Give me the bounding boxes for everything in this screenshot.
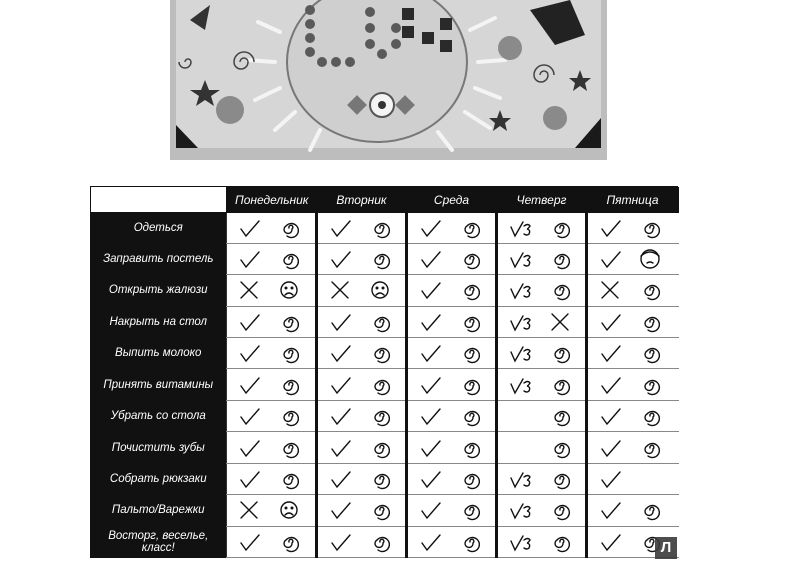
- task-label: Восторг, веселье, класс!: [91, 526, 227, 557]
- cell-marks: [408, 371, 496, 399]
- task-row: [91, 495, 679, 526]
- check-mark: [422, 346, 440, 361]
- cell-marks: [227, 434, 315, 462]
- check-mark: [241, 315, 259, 330]
- spiral-mark: [375, 223, 389, 237]
- task-row: [91, 275, 679, 306]
- spiral-mark: [645, 349, 659, 363]
- spiral-mark: [555, 537, 569, 551]
- cell-marks: [408, 214, 496, 242]
- spiral-mark: [375, 255, 389, 269]
- cross-mark: [552, 314, 568, 330]
- mark-cell: [227, 338, 317, 369]
- mark-cell: [587, 213, 679, 244]
- cell-marks: [498, 339, 586, 367]
- spiral-mark: [284, 317, 298, 331]
- cell-marks: [498, 496, 586, 524]
- task-row: [91, 463, 679, 494]
- mark-cell: [587, 400, 679, 431]
- cell-marks: [227, 214, 315, 242]
- spiral-mark: [375, 443, 389, 457]
- cell-marks: [318, 528, 406, 556]
- check-mark: [241, 221, 259, 236]
- check-mark: [332, 346, 350, 361]
- cell-marks: [318, 308, 406, 336]
- task-label: Убрать со стола: [91, 400, 227, 431]
- task-row: [91, 526, 679, 557]
- spiral-mark: [555, 349, 569, 363]
- mark-cell: [497, 275, 587, 306]
- check-mark: [332, 503, 350, 518]
- sad-mark: [281, 282, 297, 298]
- cell-marks: [408, 465, 496, 493]
- cell-marks: [408, 276, 496, 304]
- check3-mark: [511, 473, 530, 487]
- cell-marks: [498, 214, 586, 242]
- cell-marks: [408, 339, 496, 367]
- mark-cell: [587, 243, 679, 274]
- check3-mark: [511, 504, 530, 518]
- day-header-row: [91, 187, 679, 213]
- sad-mark: [372, 282, 388, 298]
- check-mark: [422, 378, 440, 393]
- corner-cell: [91, 187, 227, 213]
- check-mark: [602, 409, 620, 424]
- task-label: Выпить молоко: [91, 338, 227, 369]
- check-mark: [241, 378, 259, 393]
- cell-marks: [227, 308, 315, 336]
- mark-cell: [407, 243, 497, 274]
- mark-cell: [407, 306, 497, 337]
- mark-cell: [497, 369, 587, 400]
- check-mark: [602, 472, 620, 487]
- spiral-mark: [284, 255, 298, 269]
- spiral-mark: [645, 317, 659, 331]
- cell-marks: [498, 308, 586, 336]
- cell-marks: [498, 245, 586, 273]
- cell-marks: [498, 402, 586, 430]
- spiral-mark: [284, 349, 298, 363]
- mark-cell: [227, 243, 317, 274]
- check-mark: [602, 221, 620, 236]
- check-mark: [422, 409, 440, 424]
- cell-marks: [318, 276, 406, 304]
- check-mark: [241, 409, 259, 424]
- check3-mark: [511, 316, 530, 330]
- cell-marks: [227, 465, 315, 493]
- check-mark: [602, 503, 620, 518]
- mark-cell: [407, 275, 497, 306]
- cell-marks: [227, 496, 315, 524]
- check-mark: [422, 283, 440, 298]
- mark-cell: [587, 338, 679, 369]
- watermark-logo: Л: [655, 537, 677, 559]
- cell-marks: [318, 402, 406, 430]
- cell-marks: [408, 402, 496, 430]
- mark-cell: [317, 432, 407, 463]
- spiral-mark: [284, 380, 298, 394]
- check3-mark: [511, 222, 530, 236]
- spiral-mark: [284, 474, 298, 488]
- mark-cell: [317, 369, 407, 400]
- task-label: Почистить зубы: [91, 432, 227, 463]
- cell-marks: [408, 308, 496, 336]
- spiral-mark: [465, 349, 479, 363]
- mark-cell: [317, 463, 407, 494]
- cell-marks: [498, 371, 586, 399]
- cell-marks: [318, 496, 406, 524]
- poster-illustration: [170, 0, 607, 160]
- task-label: Одеться: [91, 213, 227, 244]
- spiral-mark: [645, 443, 659, 457]
- spiral-mark: [645, 286, 659, 300]
- mark-cell: [317, 243, 407, 274]
- spiral-mark: [465, 255, 479, 269]
- mark-cell: [497, 306, 587, 337]
- day-header-3: Четверг: [497, 187, 587, 213]
- cell-marks: [318, 465, 406, 493]
- day-header-0: Понедельник: [227, 187, 317, 213]
- poster-photo: [170, 0, 607, 160]
- check3-mark: [511, 536, 530, 550]
- mark-cell: [497, 463, 587, 494]
- mark-cell: [227, 432, 317, 463]
- mark-cell: [497, 526, 587, 557]
- spiral-mark: [555, 506, 569, 520]
- check3-mark: [511, 379, 530, 393]
- cross-mark: [602, 282, 618, 298]
- check-mark: [241, 252, 259, 267]
- spiral-mark: [465, 380, 479, 394]
- spiral-mark: [375, 412, 389, 426]
- check3-mark: [511, 253, 530, 267]
- cell-marks: [318, 339, 406, 367]
- spiral-mark: [645, 223, 659, 237]
- cell-marks: [227, 339, 315, 367]
- cell-marks: [588, 245, 676, 273]
- spiral-mark: [645, 412, 659, 426]
- task-row: [91, 213, 679, 244]
- task-row: [91, 243, 679, 274]
- spiral-mark: [465, 317, 479, 331]
- mark-cell: [497, 243, 587, 274]
- spiral-mark: [555, 474, 569, 488]
- mark-cell: [317, 400, 407, 431]
- day-header-4: Пятница: [587, 187, 679, 213]
- cell-marks: [227, 276, 315, 304]
- cell-marks: [408, 434, 496, 462]
- mark-cell: [587, 495, 679, 526]
- check-mark: [332, 252, 350, 267]
- mark-cell: [317, 306, 407, 337]
- mark-cell: [227, 495, 317, 526]
- cell-marks: [588, 371, 676, 399]
- spiral-mark: [465, 223, 479, 237]
- mark-cell: [497, 495, 587, 526]
- mark-cell: [407, 432, 497, 463]
- cell-marks: [588, 496, 676, 524]
- face-mark: [641, 250, 659, 268]
- spiral-mark: [375, 474, 389, 488]
- spiral-mark: [375, 380, 389, 394]
- mark-cell: [587, 306, 679, 337]
- mark-cell: [587, 463, 679, 494]
- check-mark: [422, 441, 440, 456]
- task-label: Заправить постель: [91, 243, 227, 274]
- cell-marks: [318, 214, 406, 242]
- check3-mark: [511, 347, 530, 361]
- mark-cell: [227, 400, 317, 431]
- mark-cell: [227, 306, 317, 337]
- day-header-1: Вторник: [317, 187, 407, 213]
- mark-cell: [407, 400, 497, 431]
- mark-cell: [317, 275, 407, 306]
- mark-cell: [227, 213, 317, 244]
- check-mark: [602, 378, 620, 393]
- spiral-mark: [465, 443, 479, 457]
- spiral-mark: [645, 380, 659, 394]
- mark-cell: [407, 495, 497, 526]
- spiral-mark: [375, 349, 389, 363]
- spiral-mark: [375, 317, 389, 331]
- check-mark: [332, 472, 350, 487]
- spiral-mark: [645, 506, 659, 520]
- check-mark: [602, 441, 620, 456]
- spiral-mark: [465, 537, 479, 551]
- cell-marks: [588, 434, 676, 462]
- mark-cell: [497, 213, 587, 244]
- cross-mark: [241, 282, 257, 298]
- check-mark: [422, 535, 440, 550]
- mark-cell: [497, 400, 587, 431]
- check-mark: [602, 535, 620, 550]
- spiral-mark: [555, 380, 569, 394]
- cross-mark: [241, 502, 257, 518]
- spiral-mark: [555, 286, 569, 300]
- cell-marks: [588, 339, 676, 367]
- cell-marks: [227, 371, 315, 399]
- mark-cell: [497, 432, 587, 463]
- mark-cell: [227, 275, 317, 306]
- check-mark: [422, 503, 440, 518]
- chore-chart: [90, 186, 678, 558]
- check-mark: [332, 378, 350, 393]
- cell-marks: [318, 434, 406, 462]
- check-mark: [602, 346, 620, 361]
- mark-cell: [317, 526, 407, 557]
- check-mark: [602, 252, 620, 267]
- cell-marks: [227, 402, 315, 430]
- cell-marks: [318, 371, 406, 399]
- check-mark: [422, 472, 440, 487]
- task-row: [91, 400, 679, 431]
- check-mark: [241, 472, 259, 487]
- cell-marks: [498, 528, 586, 556]
- check3-mark: [511, 284, 530, 298]
- spiral-mark: [555, 223, 569, 237]
- task-label: Накрыть на стол: [91, 306, 227, 337]
- spiral-mark: [465, 474, 479, 488]
- cell-marks: [318, 245, 406, 273]
- mark-cell: [227, 369, 317, 400]
- mark-cell: [497, 338, 587, 369]
- mark-cell: [227, 463, 317, 494]
- mark-cell: [407, 338, 497, 369]
- spiral-mark: [465, 412, 479, 426]
- check-mark: [332, 315, 350, 330]
- cell-marks: [588, 465, 676, 493]
- spiral-mark: [375, 537, 389, 551]
- check-mark: [332, 535, 350, 550]
- day-header-2: Среда: [407, 187, 497, 213]
- mark-cell: [587, 432, 679, 463]
- cell-marks: [408, 528, 496, 556]
- check-mark: [422, 221, 440, 236]
- check-mark: [332, 441, 350, 456]
- mark-cell: [317, 338, 407, 369]
- check-mark: [241, 441, 259, 456]
- spiral-mark: [284, 223, 298, 237]
- check-mark: [602, 315, 620, 330]
- check-mark: [241, 535, 259, 550]
- task-row: [91, 306, 679, 337]
- cell-marks: [227, 245, 315, 273]
- cell-marks: [588, 214, 676, 242]
- task-label: Пальто/Варежки: [91, 495, 227, 526]
- cell-marks: [408, 496, 496, 524]
- spiral-mark: [284, 537, 298, 551]
- task-label: Принять витамины: [91, 369, 227, 400]
- mark-cell: [587, 369, 679, 400]
- spiral-mark: [465, 506, 479, 520]
- spiral-mark: [284, 412, 298, 426]
- chore-table: [90, 186, 679, 558]
- mark-cell: [407, 213, 497, 244]
- task-row: [91, 338, 679, 369]
- mark-cell: [317, 495, 407, 526]
- check-mark: [332, 409, 350, 424]
- mark-cell: [317, 213, 407, 244]
- task-label: Собрать рюкзаки: [91, 463, 227, 494]
- check-mark: [422, 252, 440, 267]
- cell-marks: [498, 434, 586, 462]
- mark-cell: [227, 526, 317, 557]
- check-mark: [422, 315, 440, 330]
- cell-marks: [227, 528, 315, 556]
- cell-marks: [588, 402, 676, 430]
- sad-mark: [281, 502, 297, 518]
- spiral-mark: [375, 506, 389, 520]
- cell-marks: [498, 276, 586, 304]
- task-row: [91, 369, 679, 400]
- check-mark: [241, 346, 259, 361]
- task-row: [91, 432, 679, 463]
- cell-marks: [408, 245, 496, 273]
- spiral-mark: [555, 255, 569, 269]
- spiral-mark: [284, 443, 298, 457]
- check-mark: [332, 221, 350, 236]
- mark-cell: [407, 526, 497, 557]
- mark-cell: [587, 275, 679, 306]
- spiral-mark: [555, 443, 569, 457]
- spiral-mark: [555, 412, 569, 426]
- spiral-mark: [465, 286, 479, 300]
- cell-marks: [498, 465, 586, 493]
- mark-cell: [407, 463, 497, 494]
- mark-cell: [407, 369, 497, 400]
- cell-marks: [588, 308, 676, 336]
- cross-mark: [332, 282, 348, 298]
- task-label: Открыть жалюзи: [91, 275, 227, 306]
- cell-marks: [588, 276, 676, 304]
